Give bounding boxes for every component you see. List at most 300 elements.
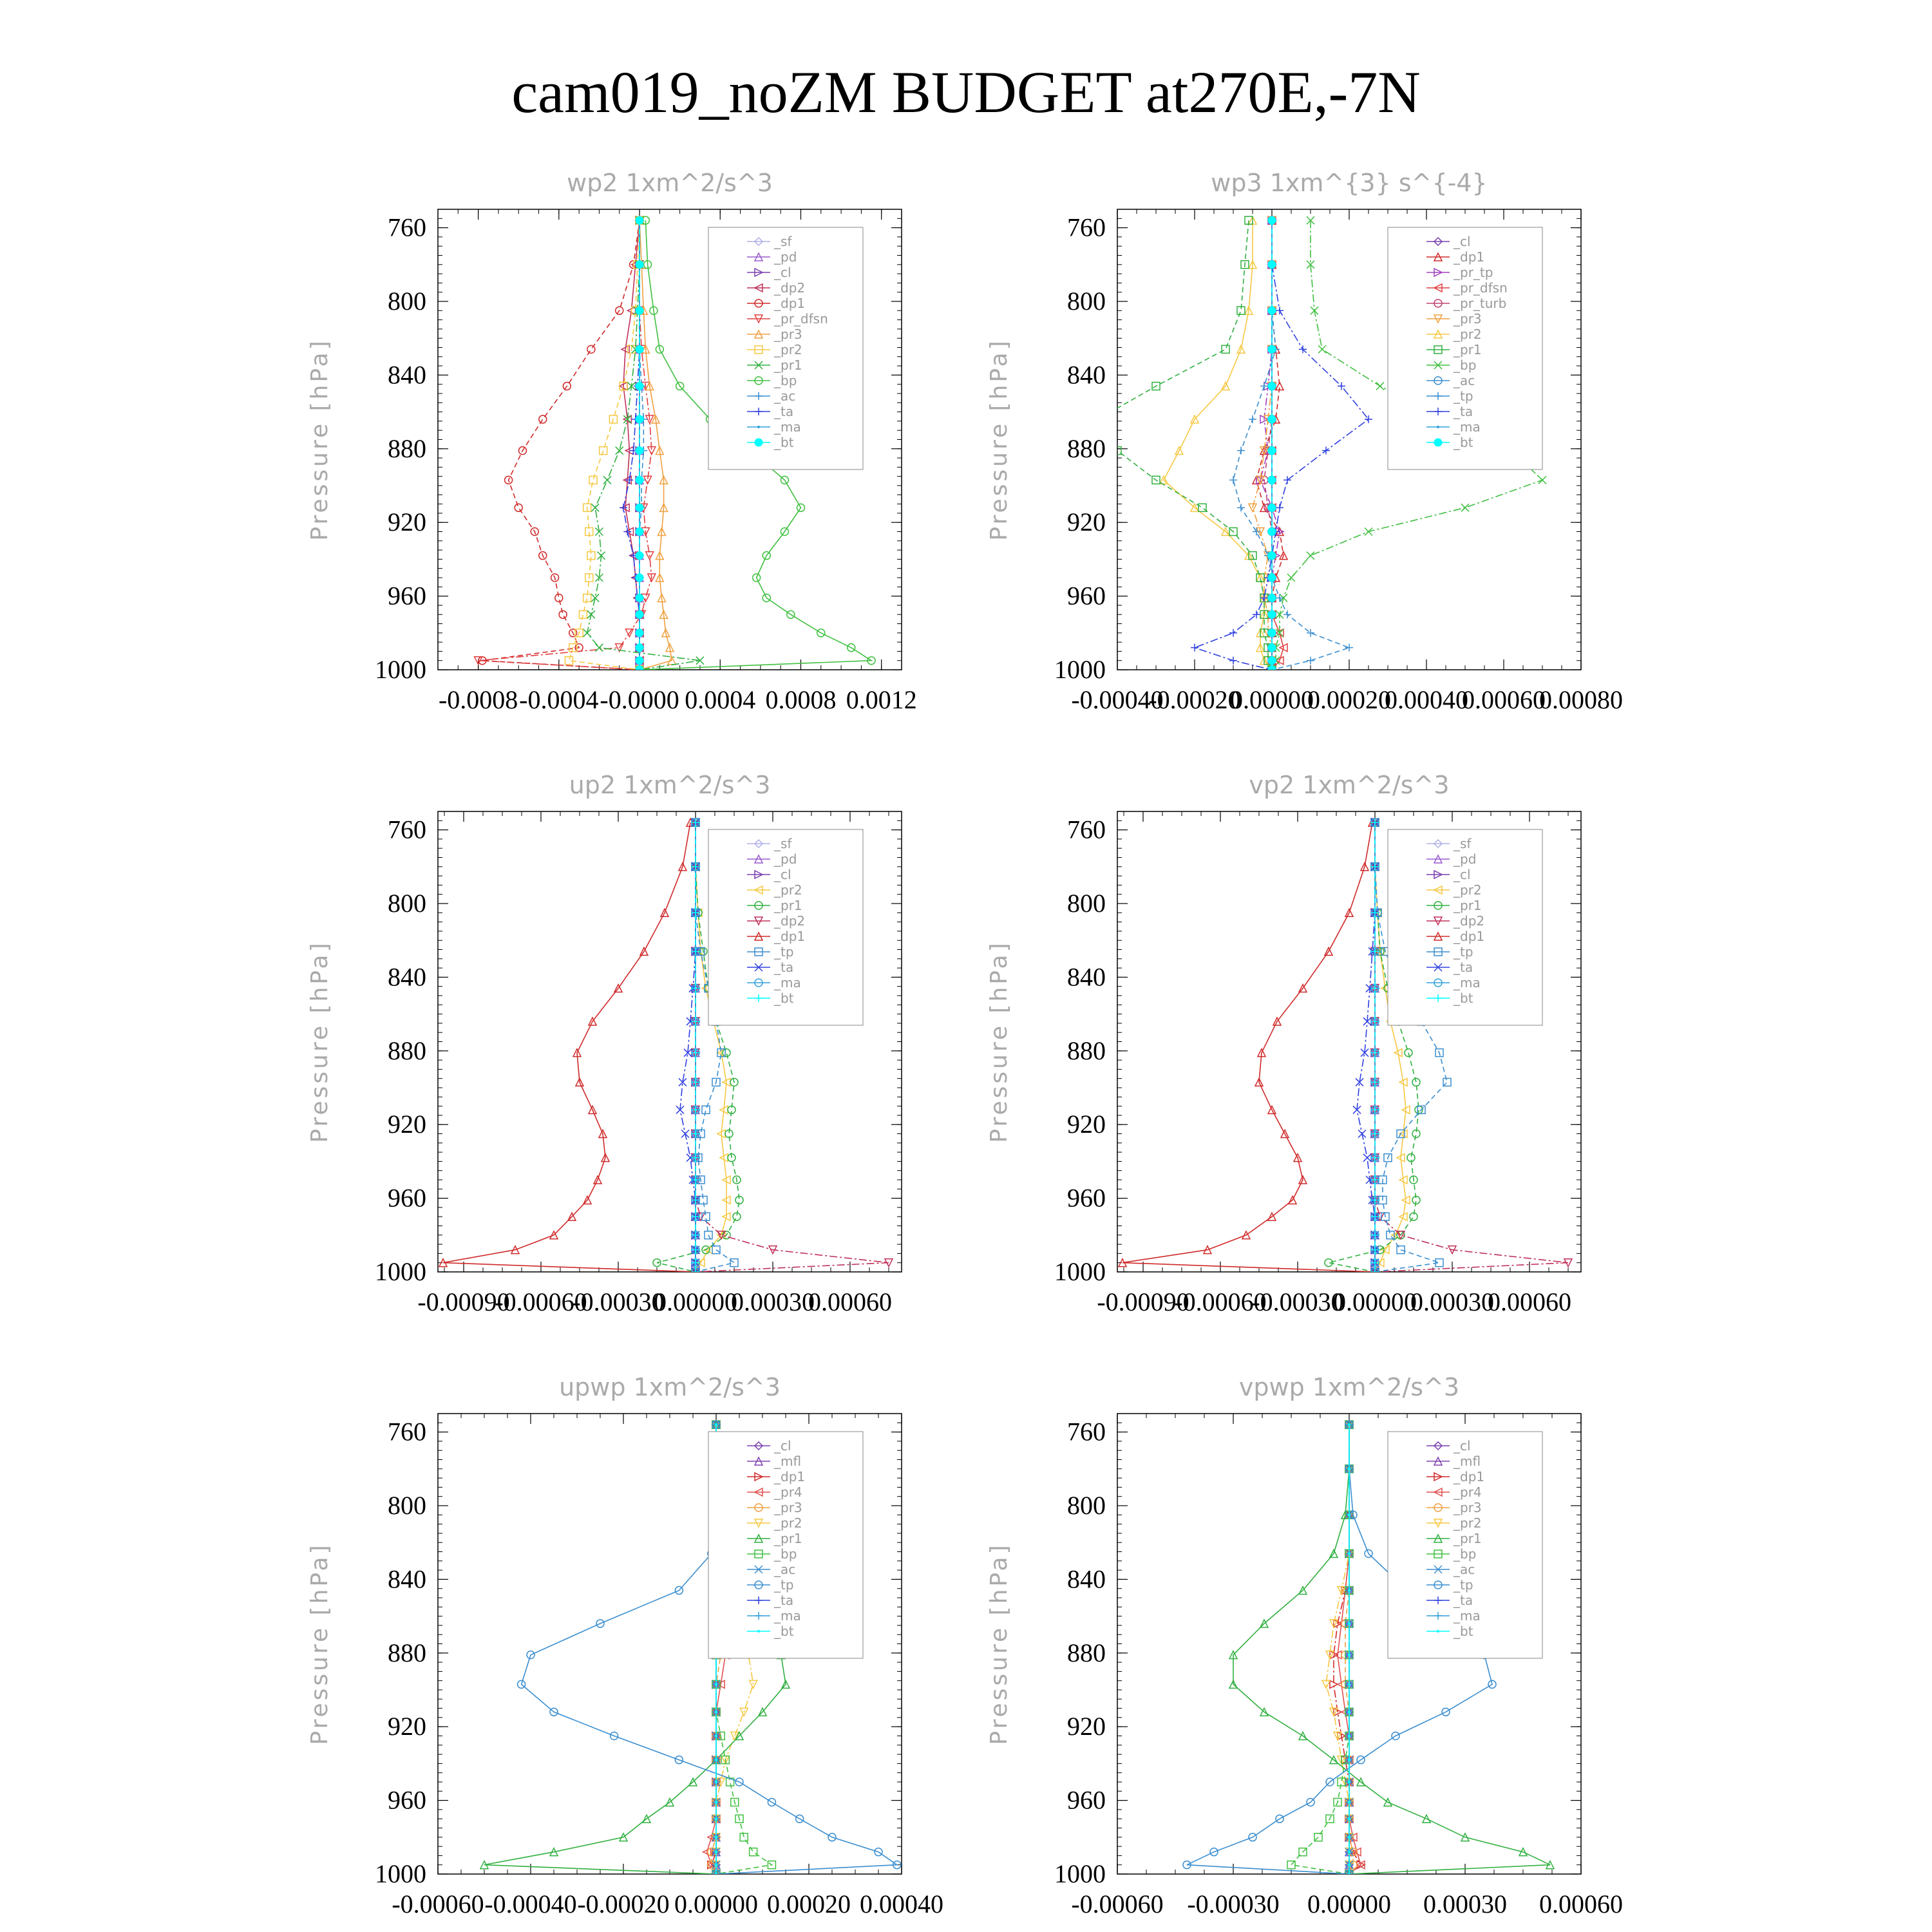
data-point-bp <box>750 1848 757 1856</box>
x-tick-label: -0.0004 <box>519 685 599 714</box>
x-tick-label: -0.0000 <box>600 685 679 714</box>
data-point-pr1 <box>595 644 603 652</box>
data-point-bt <box>1268 216 1276 224</box>
y-tick-label: 920 <box>388 1712 426 1741</box>
legend-label: _pr1 <box>774 1531 802 1546</box>
y-tick-label: 840 <box>388 1564 426 1594</box>
data-point-bt <box>1268 594 1276 601</box>
y-tick-label: 1000 <box>1054 1859 1106 1888</box>
data-point-tp <box>1397 1246 1405 1254</box>
data-point-bt <box>715 1817 717 1820</box>
data-point-bt <box>636 657 643 665</box>
legend-label: _dp1 <box>1454 1469 1485 1484</box>
legend-label: _pr1 <box>774 357 802 373</box>
series-line-dp1 <box>1122 822 1375 1272</box>
y-tick-label: 760 <box>388 815 426 844</box>
data-point-bt <box>715 1864 717 1866</box>
data-point-bt <box>1268 504 1276 511</box>
legend-label: _pr1 <box>1454 898 1482 913</box>
x-tick-label: -0.00060 <box>1071 1889 1164 1918</box>
data-point-dp1 <box>559 611 567 618</box>
y-tick-label: 840 <box>388 962 426 992</box>
data-point-pr1 <box>616 447 623 455</box>
data-point-pr1 <box>1325 1259 1332 1267</box>
data-point-tp <box>1237 447 1245 455</box>
data-point-bt <box>636 345 643 353</box>
data-point-ta <box>1191 644 1198 652</box>
legend-label: _ta <box>1454 404 1473 419</box>
x-tick-label: 0.00020 <box>767 1889 851 1918</box>
data-point-pr2 <box>579 611 587 618</box>
data-point-pr1 <box>583 629 591 637</box>
data-point-tp <box>1345 644 1353 652</box>
data-point-tp <box>1276 594 1283 601</box>
legend-label: _pr3 <box>1454 311 1482 327</box>
legend <box>708 829 863 1025</box>
data-point-pr1 <box>1412 1078 1420 1086</box>
series-line-dp1 <box>443 822 696 1272</box>
data-point-ta <box>1363 1154 1371 1162</box>
data-point-pr1 <box>1222 345 1229 353</box>
x-tick-label: 0.00030 <box>1423 1889 1507 1918</box>
data-point-bt <box>636 447 643 455</box>
legend-label: _sf <box>774 234 792 249</box>
legend-label: _pr2 <box>1454 882 1482 898</box>
legend-label: _pr3 <box>774 327 802 342</box>
legend-label: _tp <box>1454 944 1473 960</box>
x-tick-label: 0.00000 <box>674 1889 758 1918</box>
y-tick-label: 960 <box>388 1183 426 1213</box>
x-tick-label: -0.00090 <box>1097 1287 1189 1316</box>
data-point-ta <box>1229 657 1237 665</box>
legend-label: _pr1 <box>1454 342 1482 357</box>
data-point-bp <box>1539 476 1546 484</box>
legend-label: _ta <box>1454 1593 1473 1608</box>
data-point-bt <box>636 261 643 269</box>
x-tick-label: 0.00000 <box>1230 685 1314 714</box>
data-point-bt <box>1348 1801 1350 1803</box>
legend-label: _pr2 <box>774 342 802 357</box>
data-point-bt <box>1348 1864 1350 1866</box>
legend-marker <box>1437 1630 1439 1633</box>
series-line-pr_dfsn <box>1272 220 1283 670</box>
legend-label: _tp <box>1454 388 1473 404</box>
legend-label: _cl <box>774 867 791 882</box>
y-axis-label: Pressure [hPa] <box>986 940 1012 1143</box>
data-point-tp <box>1229 476 1237 484</box>
data-point-bt <box>1268 261 1276 269</box>
data-point-bt <box>1268 345 1276 353</box>
legend-label: _bt <box>1454 435 1473 450</box>
data-point-ta <box>1229 629 1237 637</box>
series-line-dp2 <box>623 220 639 670</box>
data-point-bt <box>1268 666 1276 674</box>
legend <box>1388 829 1542 1025</box>
legend-label: _dp2 <box>1454 913 1485 929</box>
y-tick-label: 920 <box>1067 1110 1106 1139</box>
legend-label: _pr_dfsn <box>774 311 828 327</box>
data-point-bp <box>1311 307 1318 314</box>
x-tick-label: -0.00030 <box>1251 1287 1344 1316</box>
data-point-ta <box>681 1130 689 1138</box>
y-axis-label: Pressure [hPa] <box>307 940 333 1143</box>
legend-label: _cl <box>1454 234 1471 249</box>
legend <box>1388 227 1542 469</box>
y-tick-label: 880 <box>388 1638 426 1667</box>
legend-label: _pr_tp <box>1454 265 1493 280</box>
data-point-bt <box>636 528 643 536</box>
x-tick-label: -0.00040 <box>484 1889 577 1918</box>
data-point-bt <box>1268 415 1276 423</box>
y-axis-label: Pressure [hPa] <box>986 1542 1012 1745</box>
x-tick-label: -0.00030 <box>1187 1889 1280 1918</box>
legend-label: _ac <box>1454 1562 1475 1577</box>
x-tick-label: 0.00060 <box>1539 1889 1623 1918</box>
x-tick-label: 0.00060 <box>1462 685 1546 714</box>
x-tick-label: 0.00060 <box>808 1287 892 1316</box>
y-tick-label: 1000 <box>1054 655 1106 684</box>
legend-label: _pr4 <box>774 1484 802 1500</box>
panel-title: upwp 1xm^2/s^3 <box>559 1373 781 1401</box>
y-tick-label: 880 <box>1067 433 1106 463</box>
data-point-bt <box>636 415 643 423</box>
data-point-bt <box>636 574 643 582</box>
legend <box>708 227 863 469</box>
data-point-bt <box>636 629 643 637</box>
legend-label: _pr2 <box>774 1515 802 1531</box>
data-point-tp <box>1237 504 1245 511</box>
data-point-bt <box>636 644 643 652</box>
y-tick-label: 800 <box>388 287 426 316</box>
y-tick-label: 960 <box>388 1785 426 1815</box>
data-point-bt <box>636 307 643 314</box>
series-line-ta <box>623 220 639 670</box>
data-point-bt <box>1268 383 1276 390</box>
legend-marker <box>757 426 760 428</box>
data-point-bt <box>1348 1513 1350 1516</box>
series-line-pr1 <box>1098 220 1272 670</box>
legend-label: _pr4 <box>1454 1484 1482 1500</box>
data-point-bt <box>1348 1759 1350 1761</box>
legend-label: _ma <box>1454 419 1481 435</box>
y-tick-label: 760 <box>388 213 426 242</box>
y-tick-label: 880 <box>388 433 426 463</box>
x-tick-label: 0.00060 <box>1488 1287 1571 1316</box>
legend-label: _tp <box>1454 1577 1473 1593</box>
data-point-bt <box>1348 1468 1350 1470</box>
legend-label: _bt <box>1454 990 1473 1006</box>
legend-label: _ma <box>1454 1608 1481 1624</box>
panel-2 <box>986 169 1623 714</box>
data-point-bt <box>1348 1851 1350 1853</box>
x-tick-label: -0.00020 <box>577 1889 670 1918</box>
legend <box>708 1432 863 1658</box>
y-tick-label: 800 <box>1067 1491 1106 1520</box>
legend-label: _pr3 <box>774 1500 802 1515</box>
y-tick-label: 800 <box>388 889 426 918</box>
legend-label: _dp1 <box>774 929 806 944</box>
x-tick-label: 0.00040 <box>1385 685 1468 714</box>
x-tick-label: -0.00030 <box>572 1287 665 1316</box>
y-tick-label: 760 <box>388 1417 426 1446</box>
y-tick-label: 1000 <box>375 1859 426 1888</box>
data-point-bt <box>636 216 643 224</box>
legend-label: _ma <box>1454 975 1481 990</box>
y-tick-label: 960 <box>1067 1785 1106 1815</box>
legend-label: _pr2 <box>1454 1515 1482 1531</box>
data-point-bt <box>636 666 643 674</box>
data-point-bt <box>636 383 643 390</box>
data-point-bt <box>636 476 643 484</box>
panel-6 <box>986 1373 1623 1918</box>
data-point-ta <box>1276 307 1283 314</box>
x-tick-label: 0.00000 <box>1307 1889 1391 1918</box>
y-tick-label: 920 <box>388 1110 426 1139</box>
y-tick-label: 880 <box>1067 1036 1106 1065</box>
y-tick-label: 840 <box>1067 360 1106 390</box>
series-line-pr2 <box>1326 1425 1349 1874</box>
data-point-bt <box>1268 657 1276 665</box>
legend-label: _sf <box>774 836 792 851</box>
data-point-dp1 <box>555 594 563 601</box>
legend-label: _pd <box>1454 851 1477 867</box>
x-tick-label: 0.00000 <box>1333 1287 1417 1316</box>
legend-label: _bt <box>774 1624 794 1639</box>
legend-label: _ta <box>774 404 794 419</box>
y-tick-label: 920 <box>388 507 426 537</box>
x-tick-label: 0.0012 <box>846 685 917 714</box>
data-point-bp <box>1461 504 1469 511</box>
data-point-bt <box>1348 1622 1350 1625</box>
legend-label: _tp <box>774 944 794 960</box>
legend-label: _bp <box>774 1546 797 1562</box>
panel-1 <box>307 169 917 714</box>
data-point-bt <box>1348 1817 1350 1820</box>
y-tick-label: 840 <box>1067 962 1106 992</box>
legend-label: _pd <box>774 249 797 265</box>
y-tick-label: 800 <box>388 1491 426 1520</box>
legend-label: _pr2 <box>774 882 802 898</box>
legend-label: _ta <box>774 960 794 975</box>
data-point-bt <box>1348 1552 1350 1555</box>
data-point-ta <box>1358 1130 1366 1138</box>
series-line-pr1 <box>587 220 700 670</box>
y-tick-label: 1000 <box>375 1257 426 1286</box>
series-line-pr2 <box>1164 220 1272 670</box>
data-point-pr1 <box>591 594 599 601</box>
series-line-pr3 <box>1253 220 1272 670</box>
series-line-dp1 <box>1256 220 1283 670</box>
data-point-dp1 <box>587 345 595 353</box>
x-tick-label: 0.00030 <box>731 1287 815 1316</box>
panel-5 <box>307 1373 943 1918</box>
x-tick-label: -0.00020 <box>1148 685 1241 714</box>
data-point-bt <box>1268 574 1276 582</box>
series-line-pr3 <box>639 220 672 670</box>
y-tick-label: 920 <box>1067 507 1106 537</box>
data-point-ta <box>1276 504 1283 511</box>
x-tick-label: -0.00060 <box>392 1889 484 1918</box>
data-point-ta <box>1260 594 1268 601</box>
x-tick-label: -0.00090 <box>417 1287 510 1316</box>
legend-label: _dp2 <box>774 913 806 929</box>
data-point-bt <box>1268 447 1276 455</box>
y-axis-label: Pressure [hPa] <box>307 1542 333 1745</box>
legend-marker <box>757 1630 760 1633</box>
y-tick-label: 1000 <box>1054 1257 1106 1286</box>
y-axis-label: Pressure [hPa] <box>307 338 333 541</box>
data-point-bt <box>1348 1710 1350 1713</box>
data-point-bt <box>1268 629 1276 637</box>
legend-label: _pr_dfsn <box>1454 280 1508 296</box>
y-tick-label: 760 <box>1067 213 1106 242</box>
data-point-pr1 <box>1405 1049 1412 1057</box>
y-tick-label: 1000 <box>375 655 426 684</box>
panel-title: wp3 1xm^{3} s^{-4} <box>1211 169 1488 197</box>
data-point-bt <box>715 1683 717 1685</box>
data-point-bp <box>1365 528 1372 536</box>
legend-label: _pr_turb <box>1454 296 1507 311</box>
y-tick-label: 960 <box>1067 581 1106 611</box>
series-line-ta <box>1357 822 1375 1272</box>
data-point-tp <box>712 1246 720 1254</box>
legend-label: _sf <box>1454 836 1472 851</box>
panel-title: vp2 1xm^2/s^3 <box>1249 771 1450 799</box>
legend-marker <box>755 439 762 446</box>
series-line-pr_dfsn <box>478 220 652 670</box>
x-tick-label: 0.00030 <box>1410 1287 1494 1316</box>
data-point-bp <box>740 1833 748 1841</box>
data-point-bt <box>715 1873 717 1875</box>
legend-label: _cl <box>774 265 791 280</box>
data-point-bt <box>1348 1836 1350 1839</box>
data-point-dp1 <box>515 504 522 511</box>
data-point-bt <box>1348 1589 1350 1592</box>
legend-label: _ac <box>774 388 796 404</box>
legend-label: _bt <box>1454 1624 1473 1639</box>
y-tick-label: 800 <box>1067 287 1106 316</box>
legend-label: _pr1 <box>1454 1531 1482 1546</box>
legend-label: _dp1 <box>774 1469 806 1484</box>
series-line-ta <box>1195 220 1368 670</box>
data-point-dp1 <box>539 415 547 423</box>
data-point-tp <box>1283 611 1291 618</box>
data-point-bt <box>636 552 643 560</box>
y-axis-label: Pressure [hPa] <box>986 338 1012 541</box>
series-line-bp <box>1291 1425 1349 1874</box>
panel-title: wp2 1xm^2/s^3 <box>567 169 773 197</box>
data-point-bt <box>715 1801 717 1803</box>
legend-label: _bp <box>1454 357 1477 373</box>
data-point-bp <box>1318 345 1326 353</box>
data-point-bt <box>1268 307 1276 314</box>
data-point-bp <box>1287 574 1295 582</box>
legend-label: _mfl <box>1454 1454 1481 1469</box>
x-tick-label: 0.00020 <box>1307 685 1391 714</box>
data-point-tp <box>1249 415 1256 423</box>
data-point-pr1 <box>1094 415 1102 423</box>
series-line-dp1 <box>482 220 639 670</box>
legend-label: _bp <box>1454 1546 1477 1562</box>
legend-label: _pr3 <box>1454 1500 1482 1515</box>
data-point-pr1 <box>723 1049 730 1057</box>
data-point-bp <box>1307 552 1314 560</box>
data-point-bt <box>1268 644 1276 652</box>
panel-title: vpwp 1xm^2/s^3 <box>1238 1373 1460 1401</box>
legend-label: _ma <box>774 419 801 435</box>
data-point-bt <box>715 1735 717 1738</box>
legend-label: _ta <box>1454 960 1473 975</box>
legend-label: _ta <box>774 1593 794 1608</box>
data-point-bt <box>715 1423 717 1426</box>
x-tick-label: -0.00060 <box>1174 1287 1267 1316</box>
legend-label: _cl <box>1454 867 1471 882</box>
legend-label: _ac <box>774 1562 796 1577</box>
panel-3 <box>307 771 902 1316</box>
data-point-tp <box>702 1106 710 1113</box>
legend-label: _bt <box>774 435 794 450</box>
legend-marker <box>1437 426 1439 428</box>
panel-title: up2 1xm^2/s^3 <box>569 771 771 799</box>
data-point-tp <box>1307 657 1314 665</box>
series-line-pr_tp <box>1260 220 1280 670</box>
y-tick-label: 960 <box>388 581 426 611</box>
data-point-bt <box>715 1781 717 1783</box>
x-tick-label: -0.00040 <box>1071 685 1164 714</box>
legend-label: _pr2 <box>1454 327 1482 342</box>
legend <box>1388 1432 1542 1658</box>
x-tick-label: 0.00040 <box>860 1889 943 1918</box>
data-point-pr1 <box>603 476 611 484</box>
data-point-bt <box>636 594 643 601</box>
legend-label: _dp2 <box>774 280 806 296</box>
x-tick-label: 0.00000 <box>654 1287 737 1316</box>
y-tick-label: 840 <box>388 360 426 390</box>
legend-label: _dp1 <box>774 296 806 311</box>
legend-label: _pd <box>774 851 797 867</box>
y-tick-label: 840 <box>1067 1564 1106 1594</box>
data-point-bt <box>1268 611 1276 618</box>
x-tick-label: -0.0008 <box>438 685 518 714</box>
x-tick-label: -0.00060 <box>495 1287 587 1316</box>
data-point-bt <box>1348 1735 1350 1738</box>
data-point-bt <box>1348 1683 1350 1685</box>
data-point-bt <box>636 611 643 618</box>
legend-label: _ma <box>774 1608 801 1624</box>
data-point-bt <box>1268 552 1276 560</box>
legend-label: _bt <box>774 990 794 1006</box>
data-point-bt <box>715 1836 717 1839</box>
data-point-bt <box>715 1851 717 1853</box>
legend-marker <box>1434 439 1442 446</box>
y-tick-label: 880 <box>1067 1638 1106 1667</box>
legend-label: _ac <box>1454 373 1475 388</box>
legend-label: _cl <box>1454 1438 1471 1454</box>
data-point-bt <box>1348 1423 1350 1426</box>
legend-label: _cl <box>774 1438 791 1454</box>
x-tick-label: 0.0008 <box>765 685 837 714</box>
data-point-bt <box>715 1759 717 1761</box>
y-tick-label: 920 <box>1067 1712 1106 1741</box>
legend-label: _bp <box>774 373 797 388</box>
y-tick-label: 760 <box>1067 1417 1106 1446</box>
y-tick-label: 800 <box>1067 889 1106 918</box>
y-tick-label: 760 <box>1067 815 1106 844</box>
x-tick-label: 0.00080 <box>1539 685 1623 714</box>
data-point-bp <box>1376 383 1384 390</box>
data-point-pr2 <box>750 1680 757 1688</box>
data-point-tp <box>730 1259 738 1267</box>
